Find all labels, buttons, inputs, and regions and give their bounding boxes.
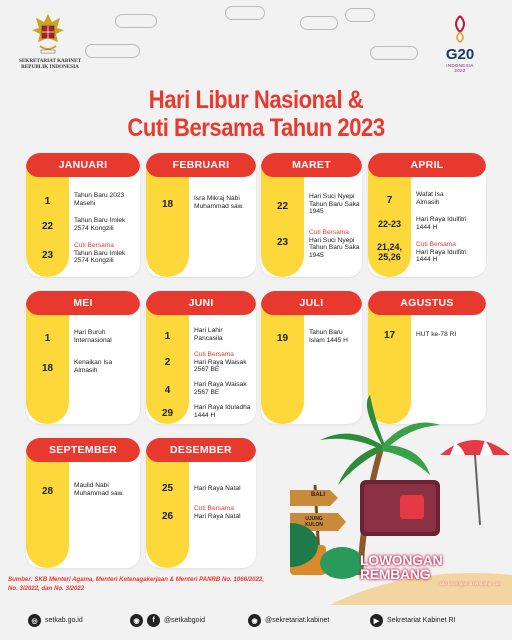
watermark-title: LOWONGAN REMBANG [360, 552, 443, 582]
holiday-name: Isra Mikraj Nabi Muhammad saw. [194, 195, 244, 210]
month-card-maret [261, 153, 362, 277]
holiday-date: 17 [383, 330, 396, 341]
instagram-icon: ◉ [248, 614, 261, 627]
month-header: DESEMBER [146, 438, 256, 462]
g20-logo-text: G20 [445, 46, 475, 63]
date-stripe [261, 165, 304, 277]
footer-website[interactable] [28, 614, 83, 627]
instagram-icon: ◉ [130, 614, 143, 627]
holiday-date: 18 [161, 199, 174, 210]
holiday-name: Wafat Isa Almasih [416, 191, 444, 206]
footer-social-3[interactable] [370, 614, 455, 627]
holiday-date: 1 [44, 196, 51, 207]
date-stripe [26, 450, 69, 568]
g20-country: INDONESIA [446, 63, 474, 68]
month-header: JULI [261, 291, 362, 315]
cloud-decoration [370, 46, 418, 60]
month-header: JANUARI [26, 153, 140, 177]
month-header: AGUSTUS [368, 291, 486, 315]
cloud-decoration [115, 14, 157, 28]
month-header: APRIL [368, 153, 486, 177]
holiday-name: Tahun Baru Islam 1445 H [309, 329, 348, 344]
holiday-name: HUT ke-78 RI [416, 331, 457, 338]
holiday-date: 29 [161, 408, 174, 419]
g20-logo [430, 12, 490, 73]
cuti-bersama-label: Cuti Bersama [309, 229, 349, 236]
source-note: Sumber: SKB Menteri Agama, Menteri Ketenagakerjaan & Menteri PANRB No. 1066/2022, No. 3/2022, dan No. 3/2022 [8, 576, 265, 592]
holiday-date: 21,24, 25,26 [376, 242, 403, 262]
facebook-icon: f [147, 614, 160, 627]
holiday-date: 25 [161, 483, 174, 494]
footer-website-text: setkab.go.id [45, 617, 83, 624]
cuti-bersama-label: Cuti Bersama [194, 505, 234, 512]
org-name: SEKRETARIAT KABINET REPUBLIK INDONESIA [18, 58, 82, 70]
holiday-text: Hari Suci Nyepi Tahun Baru Saka 1945 [309, 236, 360, 259]
youtube-icon: ▶ [370, 614, 383, 627]
garuda-emblem-icon [30, 12, 66, 56]
date-stripe [146, 450, 189, 568]
holiday-name [309, 229, 362, 259]
month-header: MEI [26, 291, 140, 315]
footer [0, 604, 512, 636]
holiday-name [194, 505, 256, 520]
sign-ujung-kulon: UJUNG KULON [305, 516, 323, 528]
cloud-decoration [225, 6, 265, 20]
holiday-date: 22 [41, 221, 54, 232]
holiday-text: Tahun Baru Imlek 2574 Kongzili [74, 249, 126, 265]
month-header: FEBRUARI [146, 153, 256, 177]
holiday-name [416, 241, 480, 264]
cuti-bersama-label: Cuti Bersama [194, 351, 234, 358]
holiday-name: Hari Suci Nyepi Tahun Baru Saka 1945 [309, 193, 360, 216]
holiday-text: Hari Raya Natal [194, 512, 241, 520]
holiday-text: Hari Raya Waisak 2567 BE [194, 358, 247, 374]
month-card-april [368, 153, 486, 277]
date-stripe [146, 165, 189, 277]
holiday-name: Hari Raya Waisak 2567 BE [194, 381, 247, 396]
cuti-bersama-label: Cuti Bersama [74, 242, 114, 249]
holiday-date: 7 [386, 195, 393, 206]
month-card-februari [146, 153, 256, 277]
title-line-1: Hari Libur Nasional & [148, 86, 364, 114]
holiday-name: Tahun Baru Imlek 2574 Kongzili [74, 217, 126, 232]
holiday-date: 1 [44, 333, 51, 344]
cloud-decoration [345, 8, 375, 22]
holiday-text: Hari Raya Idulfitri 1444 H [416, 248, 467, 264]
month-card-mei [26, 291, 140, 424]
holiday-name: Hari Raya Iduladha 1444 H [194, 404, 251, 419]
holiday-date: 1 [164, 331, 171, 342]
holiday-name: Tahun Baru 2023 Masehi [74, 192, 125, 207]
month-header: MARET [261, 153, 362, 177]
month-header: JUNI [146, 291, 256, 315]
title-line-2: Cuti Bersama Tahun 2023 [127, 114, 385, 142]
globe-icon: ◎ [28, 614, 41, 627]
holiday-date: 23 [276, 237, 289, 248]
watermark-sub: info lowongan di rembang .com [439, 581, 502, 586]
holiday-date: 26 [161, 511, 174, 522]
g20-year: 2022 [454, 68, 466, 73]
footer-social-1[interactable] [130, 614, 205, 627]
month-card-juni [146, 291, 256, 424]
holiday-name: Kenaikan Isa Almasih [74, 359, 113, 374]
month-header: SEPTEMBER [26, 438, 140, 462]
holiday-name: Hari Raya Idulfitri 1444 H [416, 216, 467, 231]
footer-social-2-text: @sekretariat.kabinet [265, 617, 330, 624]
page-title [31, 86, 482, 142]
holiday-date: 2 [164, 357, 171, 368]
holiday-date: 22-23 [377, 219, 402, 229]
holiday-name [194, 351, 252, 374]
holiday-date: 18 [41, 363, 54, 374]
holiday-name: Maulid Nabi Muhammad saw. [74, 482, 124, 497]
footer-social-1-text: @setkabgoid [164, 617, 205, 624]
sign-bali: BALI [311, 492, 325, 498]
holiday-name: Hari Buruh Internasional [74, 329, 112, 344]
holiday-date: 23 [41, 250, 54, 261]
footer-social-3-text: Sekretariat Kabinet RI [387, 617, 456, 624]
month-card-september [26, 438, 140, 568]
holiday-date: 28 [41, 486, 54, 497]
holiday-name [74, 242, 138, 265]
holiday-date: 4 [164, 385, 171, 396]
cuti-bersama-label: Cuti Bersama [416, 241, 456, 248]
month-card-januari [26, 153, 140, 277]
cloud-decoration [85, 44, 140, 58]
holiday-name: Hari Lahir Pancasila [194, 327, 223, 342]
footer-social-2[interactable] [248, 614, 329, 627]
holiday-date: 19 [276, 333, 289, 344]
cloud-decoration [300, 16, 338, 30]
g20-symbol-icon [448, 14, 472, 44]
watermark-logo [360, 553, 510, 586]
holiday-name: Hari Raya Natal [194, 485, 241, 492]
month-card-desember [146, 438, 256, 568]
holiday-date: 22 [276, 201, 289, 212]
